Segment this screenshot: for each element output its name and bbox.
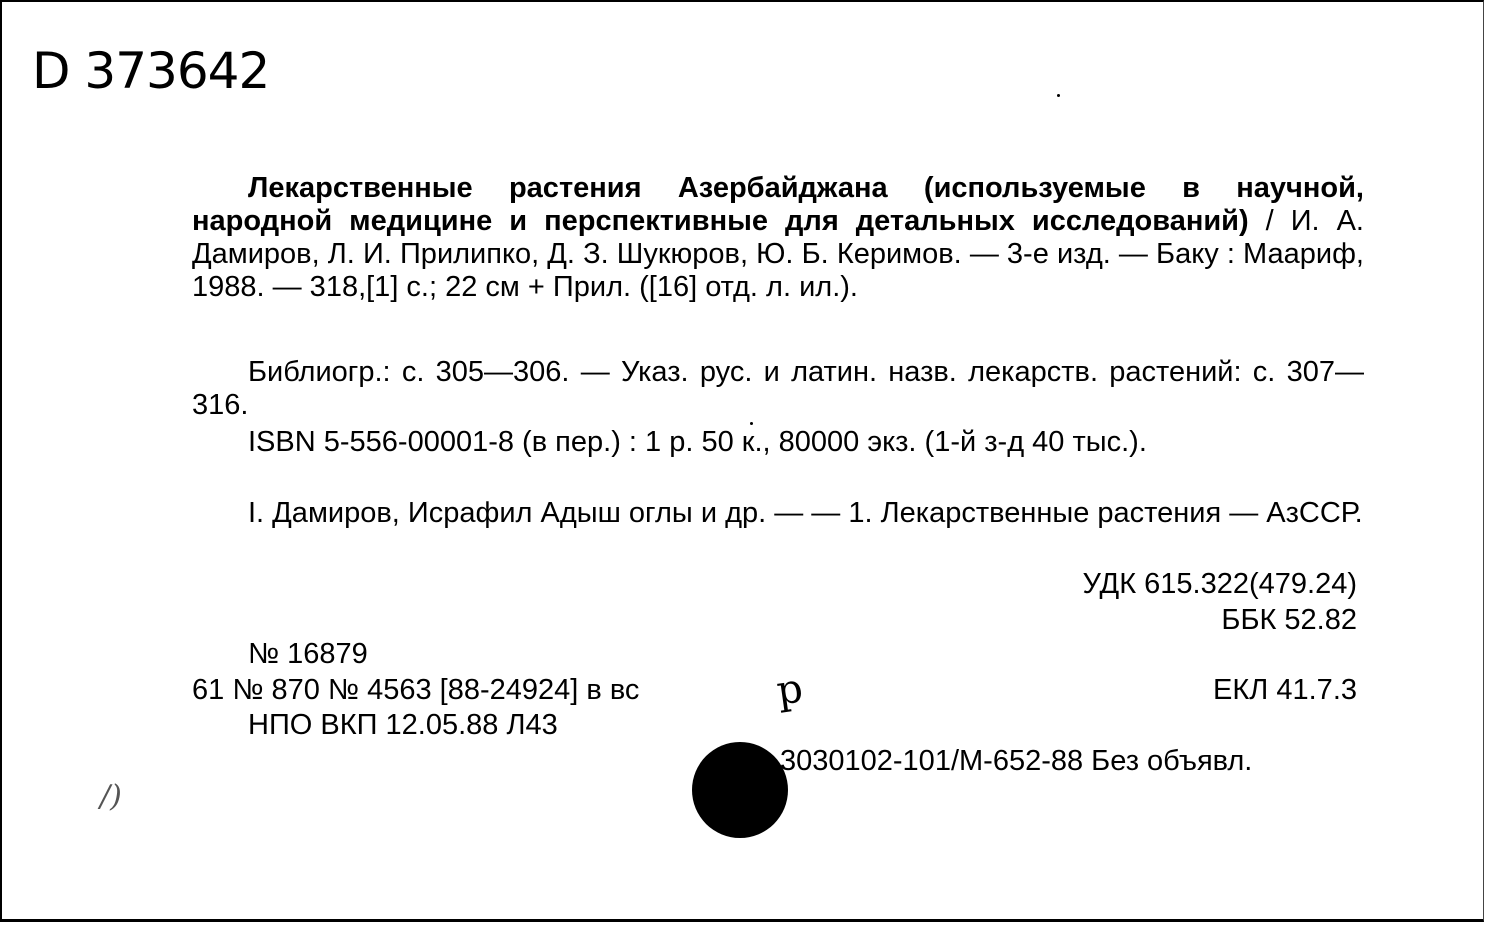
bibliography-note: Библиогр.: с. 305—306. — Указ. рус. и латин. назв. лекарств. растений: с. 307—316. <box>192 356 1364 421</box>
ink-blot <box>692 742 788 838</box>
print-order-line: 3030102-101/М-652-88 Без объявл. <box>780 745 1253 777</box>
call-number: D 373642 <box>32 42 270 100</box>
speck-mark <box>1057 94 1060 97</box>
responsibility-statement: / И. А. Дамиров, Л. И. Прилипко, Д. З. Шукюров, Ю. Б. Керимов. — 3-е изд. — Баку : Маариф, 1988. — 318,[1] с.; 22 см + Прил. ([16] отд. л. ил.). <box>192 205 1364 303</box>
tracings: I. Дамиров, Исрафил Адыш оглы и др. — — 1. Лекарственные растения — АзССР. <box>248 497 1363 529</box>
handwritten-mark: р <box>773 665 806 715</box>
npo-line: НПО ВКП 12.05.88 Л43 <box>248 709 558 741</box>
udk-code: УДК 615.322(479.24) <box>1082 568 1357 600</box>
book-title: Лекарственные растения Азербайджана (используемые в научной, народной медицине и перспективные для детальных исследований) <box>192 172 1364 237</box>
order-line: 61 № 870 № 4563 [88-24924] в вс <box>192 674 640 706</box>
bbk-code: ББК 52.82 <box>1221 604 1357 636</box>
bibliographic-description <box>192 172 1364 304</box>
speck-mark <box>750 422 753 425</box>
ekl-code: ЕКЛ 41.7.3 <box>1213 674 1357 706</box>
pencil-mark: /) <box>100 779 122 814</box>
isbn-line: ISBN 5-556-00001-8 (в пер.) : 1 р. 50 к., 80000 экз. (1-й з-д 40 тыс.). <box>248 426 1147 458</box>
record-number: № 16879 <box>248 638 368 670</box>
